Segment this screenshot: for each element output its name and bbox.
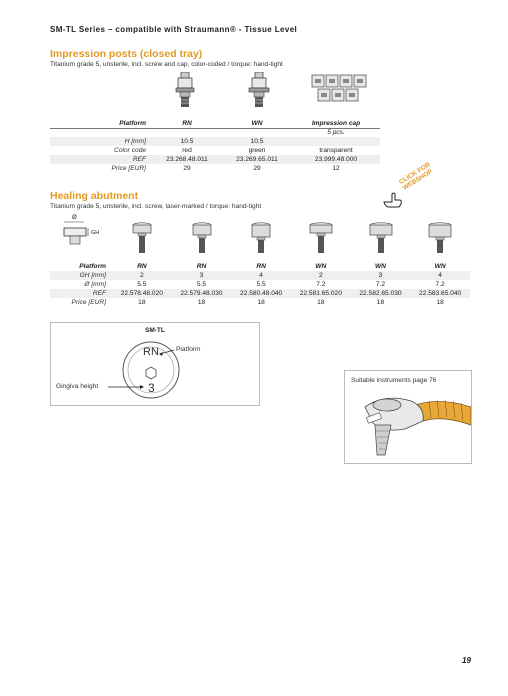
impression-post-wn-image — [244, 72, 274, 110]
healing-gh-4: 2 — [291, 271, 351, 280]
impression-color-label: Color code — [114, 147, 146, 154]
diameter-label: Ø — [72, 215, 77, 221]
impression-color-wn: green — [248, 147, 266, 154]
healing-dia-label: Ø [mm] — [84, 281, 106, 288]
impression-col-rn: RN — [182, 120, 192, 127]
gingiva-callout: Gingiva height — [56, 383, 99, 390]
healing-ref-1: 22.578.48.020 — [112, 289, 172, 298]
healing-gh-6: 4 — [410, 271, 470, 280]
impression-table — [50, 119, 380, 173]
impression-ref-wn: 23.269.65.011 — [222, 155, 292, 164]
impression-ref-cap: 23.999.48.000 — [292, 155, 380, 164]
impression-color-rn: red — [182, 147, 192, 154]
impression-cap-qty: 5 pcs. — [327, 129, 345, 136]
gh-label: GH — [91, 230, 100, 236]
healing-dia-4: 7.2 — [316, 281, 326, 288]
healing-table — [50, 262, 470, 307]
instruments-reference: Suitable instruments page 76 — [351, 377, 437, 384]
impression-h-rn: 10.5 — [152, 137, 222, 146]
healing-col-1: RN — [137, 263, 147, 270]
impression-h-wn: 10.5 — [222, 137, 292, 146]
healing-price-label: Price [EUR] — [71, 299, 106, 306]
healing-ref-5: 22.582.65.030 — [351, 289, 411, 298]
impression-title: Impression posts (closed tray) — [50, 48, 203, 60]
healing-ref-label: REF — [50, 289, 112, 298]
healing-ref-4: 22.581.65.020 — [291, 289, 351, 298]
healing-col-6: WN — [434, 263, 446, 270]
impression-description: Titanium grade 5, unsterile, incl. screw and cap, color-coded / torque: hand-tight — [50, 61, 283, 68]
instrument-image — [345, 385, 471, 463]
webshop-label: CLICK FOR WEBSHOP — [398, 161, 434, 192]
impression-post-rn-image — [170, 72, 200, 110]
hand-pointer-icon — [382, 190, 404, 208]
healing-abutment-image — [306, 220, 336, 254]
healing-col-2: RN — [196, 263, 207, 270]
healing-price-4: 18 — [317, 299, 325, 306]
impression-cap-image — [308, 73, 368, 113]
engraving-platform: RN — [143, 346, 159, 358]
healing-col-4: WN — [315, 263, 327, 270]
impression-price-rn: 29 — [183, 165, 191, 172]
healing-description: Titanium grade 5, unsterile, incl. screw, laser-marked / torque: hand-tight — [50, 203, 262, 210]
page-header: SM-TL Series – compatible with Straumann® - Tissue Level — [50, 25, 298, 34]
healing-price-6: 18 — [436, 299, 444, 306]
healing-abutment-image — [187, 220, 217, 254]
healing-dimension-diagram — [58, 216, 108, 252]
healing-col-5: WN — [374, 263, 386, 270]
healing-abutment-image — [425, 220, 455, 254]
impression-price-label: Price [EUR] — [111, 165, 146, 172]
page-number: 19 — [462, 656, 471, 665]
platform-callout: Platform — [176, 346, 201, 353]
healing-gh-1: 2 — [112, 271, 172, 280]
healing-title: Healing abutment — [50, 190, 139, 202]
healing-dia-1: 5.5 — [137, 281, 147, 288]
healing-gh-3: 4 — [231, 271, 291, 280]
healing-price-1: 18 — [138, 299, 146, 306]
impression-platform-header: Platform — [119, 120, 146, 127]
healing-col-3: RN — [256, 263, 266, 270]
impression-h-cap — [292, 137, 380, 146]
impression-price-cap: 12 — [332, 165, 340, 172]
webshop-link[interactable] — [382, 161, 452, 212]
impression-price-wn: 29 — [253, 165, 261, 172]
engraving-height: 3 — [148, 381, 155, 395]
impression-ref-rn: 23.268.48.011 — [152, 155, 222, 164]
healing-abutment-image — [127, 220, 157, 254]
impression-col-cap: Impression cap — [311, 120, 361, 127]
healing-ref-6: 22.583.65.040 — [410, 289, 470, 298]
healing-price-5: 18 — [376, 299, 385, 306]
healing-platform-header: Platform — [79, 263, 106, 270]
instruments-box[interactable] — [344, 370, 472, 464]
healing-dia-2: 5.5 — [196, 281, 207, 288]
legend-title: SM-TL — [145, 327, 165, 334]
healing-price-3: 18 — [257, 299, 265, 306]
healing-abutment-image — [246, 220, 276, 254]
healing-ref-2: 22.579.48.030 — [172, 289, 232, 298]
impression-h-label: H [mm] — [50, 137, 152, 146]
healing-gh-label: GH [mm] — [50, 271, 112, 280]
healing-ref-3: 22.580.48.040 — [231, 289, 291, 298]
impression-col-wn: WN — [251, 120, 263, 127]
healing-abutment-image — [366, 220, 396, 254]
impression-ref-label: REF — [50, 155, 152, 164]
healing-gh-5: 3 — [351, 271, 411, 280]
healing-dia-6: 7.2 — [435, 281, 445, 288]
healing-dia-5: 7.2 — [375, 281, 386, 288]
healing-dia-3: 5.5 — [256, 281, 266, 288]
impression-color-cap: transparent — [319, 147, 353, 154]
healing-price-2: 18 — [197, 299, 206, 306]
healing-gh-2: 3 — [172, 271, 232, 280]
